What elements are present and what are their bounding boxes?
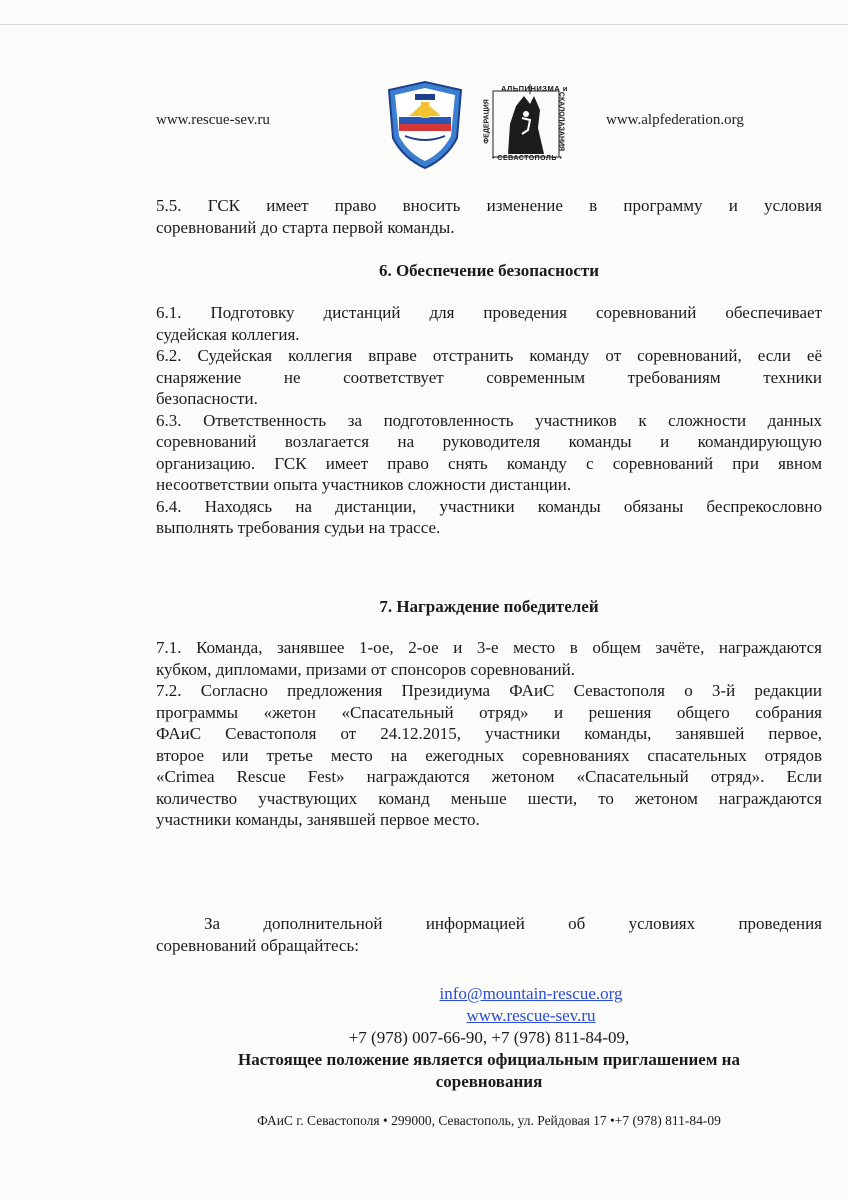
section-7-title: 7. Награждение победителей [379,597,599,616]
text-line: кубком, дипломами, призами от спонсоров соревнований. [156,659,576,679]
text-line: количество участвующих команд меньше шести, то жетоном награждаются [156,788,822,808]
text-line: 7.2. Согласно предложения Президиума ФАиС Севастополя о 3-й редакции [156,681,822,700]
text-line: участники команды, занявшей первое место. [156,810,480,829]
text-line: 6.4. Находясь на дистанции, участники команды обязаны беспрекословно [156,496,822,516]
paragraph-5-5 [156,195,822,238]
logo-fed-right-text: СКАЛОЛАЗАНИЯ [557,91,565,152]
text-line: 7.1. Команда, занявшее 1-ое, 2-ое и 3-е место в общем зачёте, награждаются [156,638,822,657]
text-line: соревнований до старта первой команды. [156,217,455,237]
logo-fed-bottom-text: • СЕВАСТОПОЛЬ • [492,155,563,162]
contacts-block [156,983,822,1093]
logo-fed-left-text: ФЕДЕРАЦИЯ [483,99,491,144]
rescue-service-shield-logo [385,80,465,170]
email-link[interactable]: info@mountain-rescue.org [439,984,623,1003]
text-line: 6.1. Подготовку дистанций для проведения соревнований обеспечивает [156,303,822,322]
info-paragraph [156,913,822,956]
text-line: соревнований обращайтесь: [156,935,359,955]
text-line: безопасности. [156,389,258,408]
text-line: судейская коллегия. [156,324,300,344]
official-invitation-line2: соревнования [435,1072,543,1091]
text-line: несоответствии опыта участников сложности дистанции. [156,475,572,494]
text-line: 6.2. Судейская коллегия вправе отстранить команду от соревнований, если её [156,346,822,365]
website-link[interactable]: www.rescue-sev.ru [466,1006,596,1025]
text-line: 6.3. Ответственность за подготовленность участников к сложности данных [156,410,822,430]
phone-numbers: +7 (978) 007-66-90, +7 (978) 811-84-09, [348,1028,630,1047]
text-line: соревнований возлагается на руководителя команды и командирующую [156,432,822,451]
header-left-url[interactable]: www.rescue-sev.ru [156,112,270,128]
footer-address: ФАиС г. Севастополя • 299000, Севастополь, ул. Рейдовая 17 •+7 (978) 811-84-09 [257,1113,721,1128]
header-right-url[interactable]: www.alpfederation.org [606,112,744,128]
section-7-body [156,637,822,831]
section-6-title: 6. Обеспечение безопасности [378,261,600,280]
text-line: выполнять требования судьи на трассе. [156,518,441,537]
text-line: программы «жетон «Спасательный отряд» и решения общего собрания [156,702,822,722]
text-line: 5.5. ГСК имеет право вносить изменение в программу и условия [156,196,822,215]
logo-fed-top-text: АЛЬПИНИЗМА и [501,84,568,93]
text-line: ФАиС Севастополя от 24.12.2015, участники команды, занявшей первое, [156,724,822,743]
text-line: «Crimea Rescue Fest» награждаются жетоном «Спасательный отряд». Если [156,767,822,786]
text-line: второе или третье место на ежегодных соревнованиях спасательных отрядов [156,745,822,765]
top-divider [0,24,848,25]
text-line: организацию. ГСК имеет право снять команду с соревнований при явном [156,453,822,473]
text-line: За дополнительной информацией об условиях проведения [204,914,822,933]
official-invitation-line1: Настоящее положение является официальным приглашением на [238,1050,740,1069]
text-line: снаряжение не соответствует современным требованиям техники [156,367,822,387]
section-6-body [156,302,822,539]
